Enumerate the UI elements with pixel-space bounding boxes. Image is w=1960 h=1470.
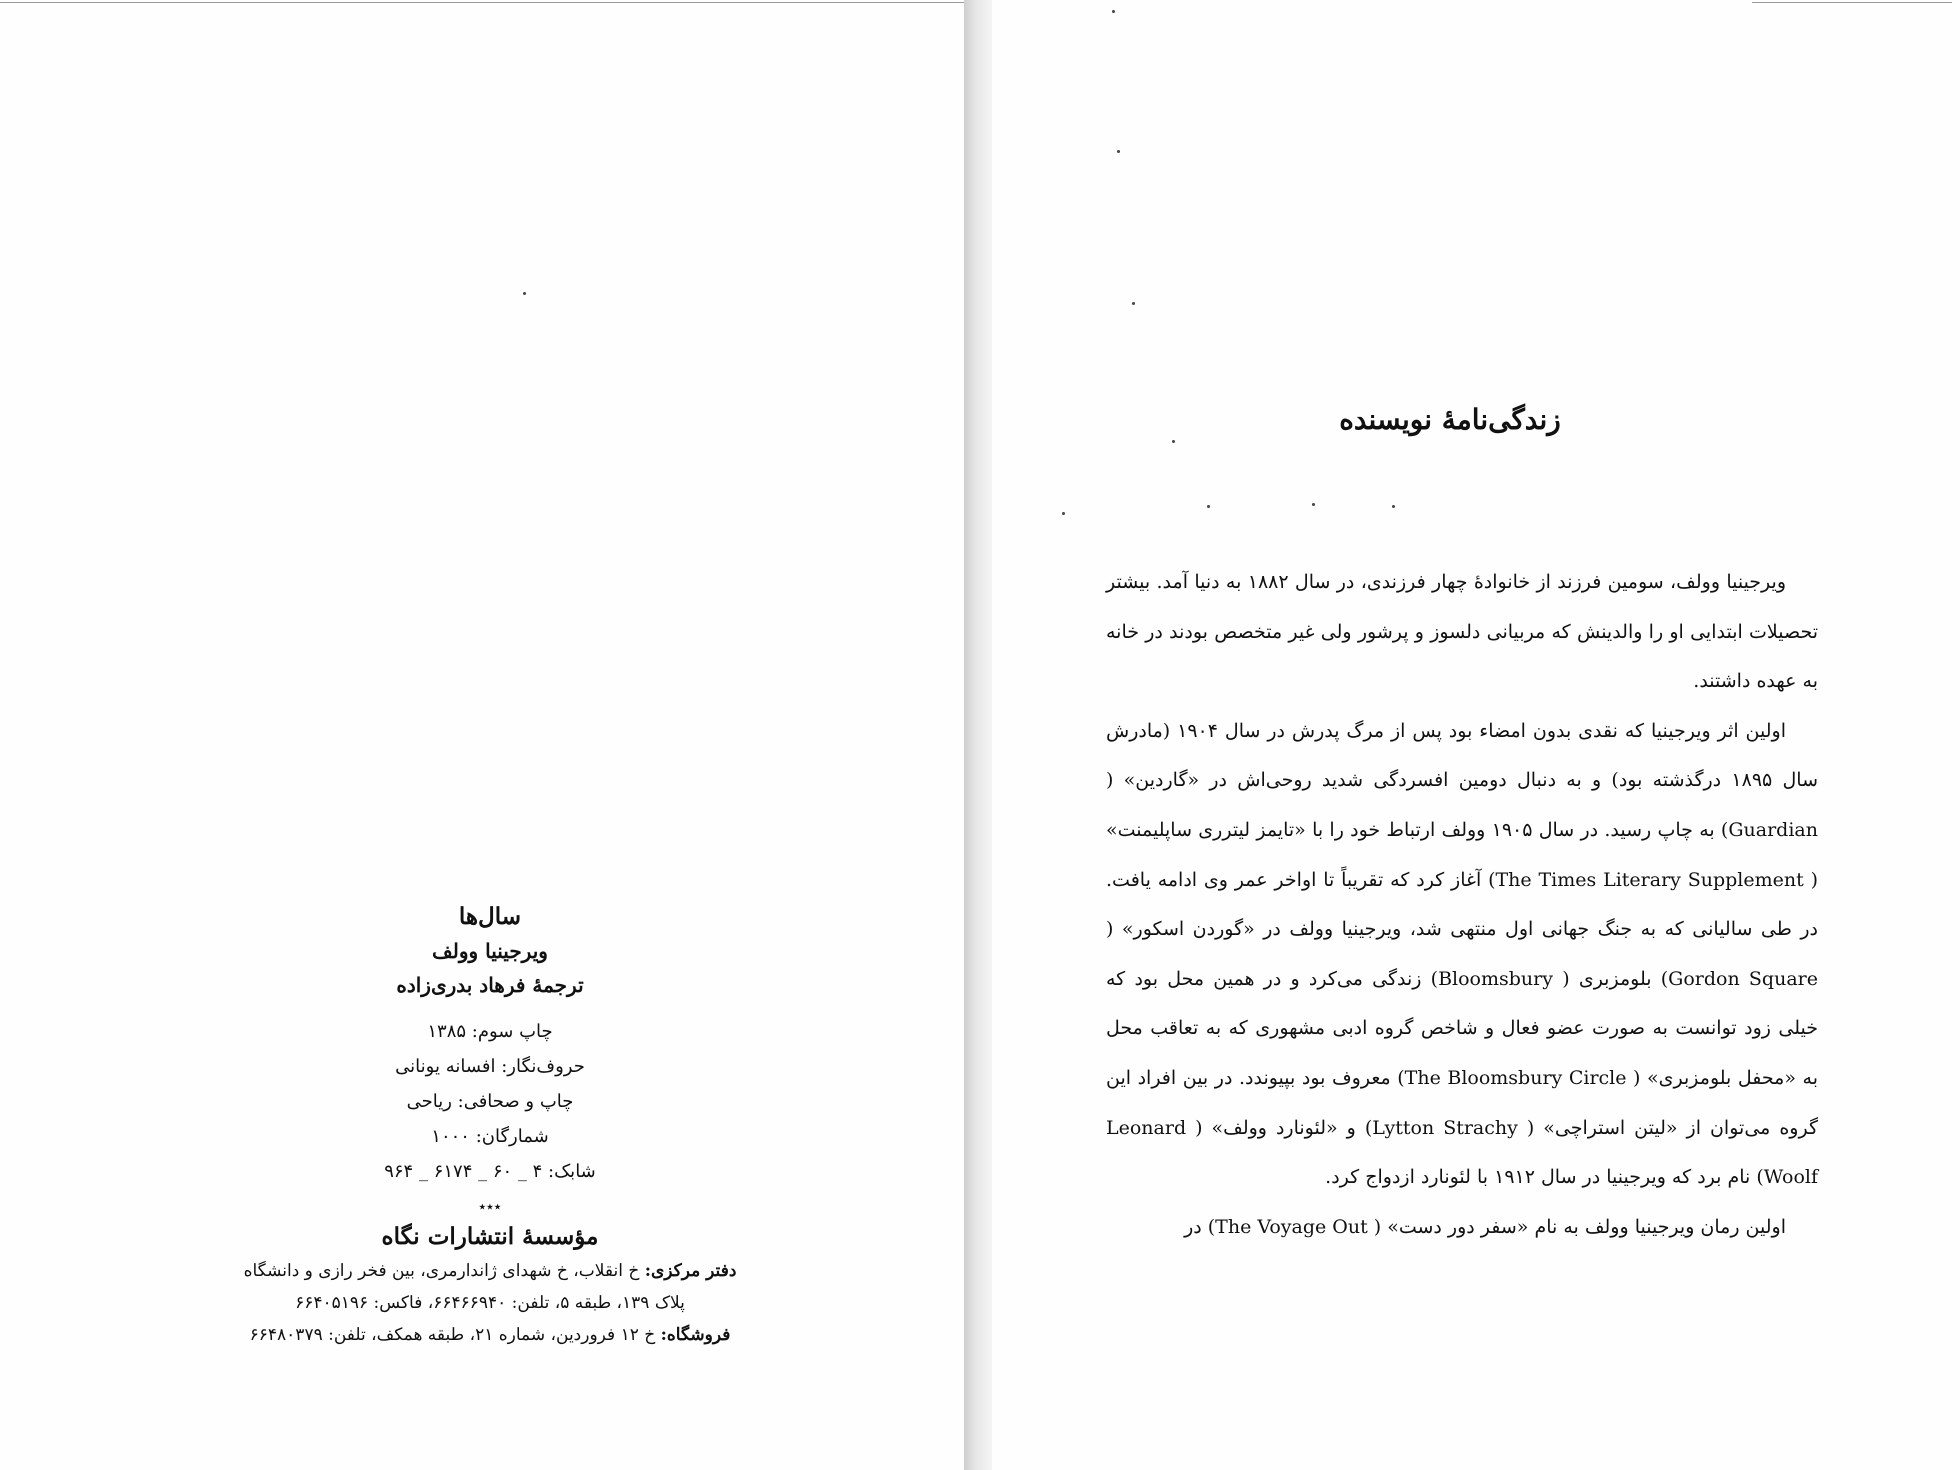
scan-speck bbox=[1207, 505, 1210, 508]
printer-line: چاپ و صحافی: ریاحی bbox=[406, 1091, 574, 1112]
left-page bbox=[0, 0, 964, 1470]
edition-line: چاپ سوم: ۱۳۸۵ bbox=[427, 1021, 553, 1042]
scan-speck bbox=[1172, 440, 1175, 443]
scan-speck bbox=[523, 292, 526, 295]
office-address bbox=[200, 1255, 780, 1287]
translator-name: ترجمهٔ فرهاد بدری‌زاده bbox=[396, 973, 584, 997]
store-label: فروشگاه: bbox=[660, 1325, 731, 1345]
page-edge-line bbox=[0, 2, 964, 3]
office-address-text: خ انقلاب، خ شهدای ژاندارمری، بین فخر رازی و دانشگاه bbox=[243, 1261, 645, 1281]
store-address-text: خ ۱۲ فروردین، شماره ۲۱، طبقه همکف، تلفن: ۶۶۴۸۰۳۷۹ bbox=[249, 1325, 661, 1345]
scan-speck bbox=[1117, 150, 1120, 153]
biography-paragraph: ویرجینیا وولف، سومین فرزند از خانوادهٔ چهار فرزندی، در سال ۱۸۸۲ به دنیا آمد. بیشتر تحصیلات ابتدایی او را والدینش که مربیانی دلسوز و پرشور ولی غیر متخصص بودند در خانه به عهده داشتند. bbox=[1106, 571, 1818, 693]
scan-speck bbox=[1392, 505, 1395, 508]
print-run-line: شمارگان: ۱۰۰۰ bbox=[431, 1126, 549, 1147]
biography-paragraph: اولین رمان ویرجینیا وولف به نام «سفر دور دست» ( The Voyage Out) در bbox=[1184, 1215, 1786, 1238]
biography-paragraph: اولین اثر ویرجینیا که نقدی بدون امضاء بود پس از مرگ پدرش در سال ۱۹۰۴ (مادرش سال ۱۸۹۵ درگذشته بود) و به دنبال دومین افسردگی شدید روحی‌اش در «گاردین» ( Guardian) به چاپ رسید. در سال ۱۹۰۵ وولف ارتباط خود را با «تایمز لیترری ساپلیمنت» ( The Times Literary Supplement) آغاز کرد که تقریباً تا اواخر عمر وی ادامه یافت. در طی سالیانی که به جنگ جهانی اول منتهی شد، ویرجینیا وولف در «گوردن اسکور» ( Gordon Square) بلومزبری ( Bloomsbury) زندگی می‌کرد و در همین محل بود که خیلی زود توانست به صورت عضو فعال و شاخص گروه ادبی مشهوری که به تعاقب محل به «محفل بلومزبری» ( The Bloomsbury Circle) معروف بود بپیوندد. در بین افراد این گروه می‌توان از «لیتن استراچی» ( Lytton Strachy) و «لئونارد وولف» ( Leonard Woolf) نام برد که ویرجینیا در سال ۱۹۱۲ با لئونارد ازدواج کرد. bbox=[1106, 719, 1819, 1189]
colophon bbox=[200, 900, 780, 1351]
scan-speck bbox=[1312, 503, 1315, 506]
page-edge-line bbox=[1752, 2, 1952, 3]
author-name: ویرجینیا وولف bbox=[432, 939, 548, 963]
book-title: سال‌ها bbox=[458, 903, 522, 930]
biography-heading: زندگی‌نامهٔ نویسنده bbox=[1339, 403, 1561, 436]
publisher-name: مؤسسهٔ انتشارات نگاه bbox=[381, 1223, 599, 1250]
scan-speck bbox=[1132, 302, 1135, 305]
scan-speck bbox=[1112, 10, 1115, 13]
book-gutter bbox=[964, 0, 992, 1470]
biography-text bbox=[1106, 558, 1818, 1252]
isbn-line: شابک: ۴ _ ۶۰ _ ۶۱۷۴ _ ۹۶۴ bbox=[384, 1161, 596, 1182]
office-label: دفتر مرکزی: bbox=[644, 1261, 737, 1281]
store-address bbox=[200, 1319, 780, 1351]
office-phone-line: پلاک ۱۳۹، طبقه ۵، تلفن: ۶۶۴۶۶۹۴۰، فاکس: ۶۶۴۰۵۱۹۶ bbox=[295, 1293, 685, 1313]
separator-ornament: ٭٭٭ bbox=[478, 1199, 502, 1215]
typesetter-line: حروف‌نگار: افسانه یونانی bbox=[395, 1056, 585, 1077]
scan-speck bbox=[1062, 512, 1065, 515]
